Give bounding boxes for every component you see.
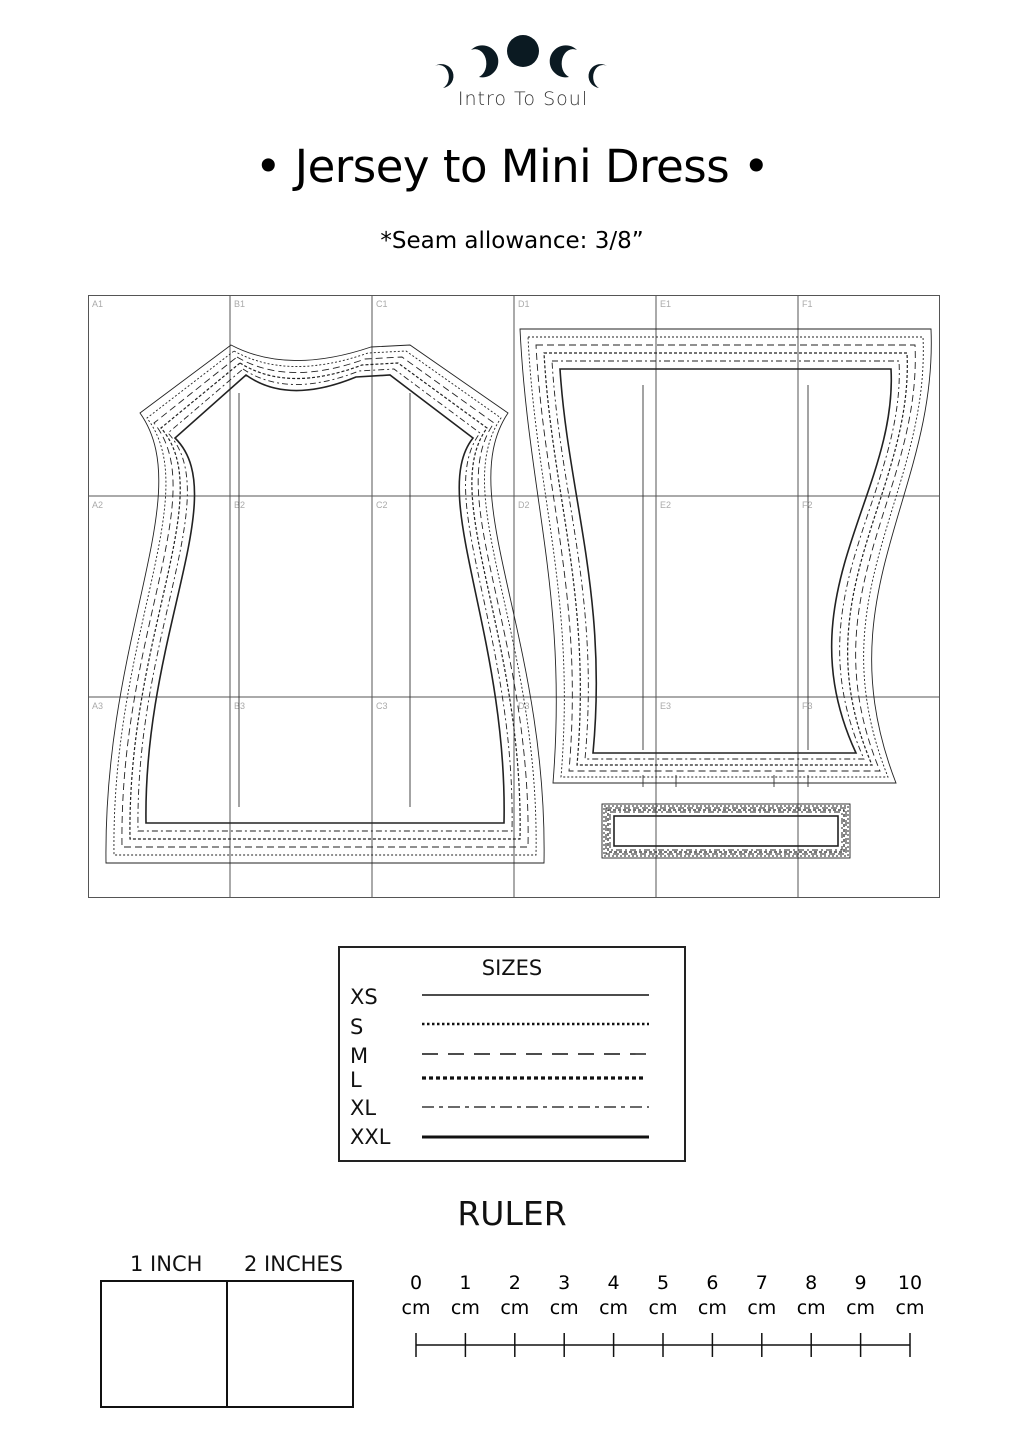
brand-name: Intro To Soul xyxy=(457,88,589,110)
grid-label-e3: E3 xyxy=(660,701,672,711)
cm-unit-label: cm xyxy=(401,1297,431,1319)
pattern-grid xyxy=(88,295,940,898)
cm-unit-label: cm xyxy=(846,1297,876,1319)
seam-allowance-note: *Seam allowance: 3/8” xyxy=(380,228,644,254)
size-label-xxl: XXL xyxy=(350,1125,391,1149)
grid-label-f1: F1 xyxy=(802,299,813,309)
cm-unit-label: cm xyxy=(796,1297,826,1319)
cm-unit-label: cm xyxy=(599,1297,629,1319)
grid-label-a1: A1 xyxy=(92,299,104,309)
cm-unit-label: cm xyxy=(648,1297,678,1319)
cm-tick-label-9: 9 xyxy=(854,1272,867,1294)
cm-ruler xyxy=(380,1265,940,1365)
cm-unit-label: cm xyxy=(697,1297,727,1319)
grid-label-b2: B2 xyxy=(234,500,246,510)
grid-label-c1: C1 xyxy=(376,299,388,309)
front-pattern-piece xyxy=(106,326,544,863)
inch-label-2: 2 INCHES xyxy=(244,1252,343,1276)
cm-unit-label: cm xyxy=(895,1297,925,1319)
grid-label-a2: A2 xyxy=(92,500,104,510)
grid-label-d1: D1 xyxy=(518,299,530,309)
grid-label-c2: C2 xyxy=(376,500,388,510)
cm-tick-label-6: 6 xyxy=(706,1272,719,1294)
ruler-title: RULER xyxy=(457,1194,567,1233)
grid-label-e2: E2 xyxy=(660,500,672,510)
grid-label-b3: B3 xyxy=(234,701,246,711)
grid-label-c3: C3 xyxy=(376,701,388,711)
size-label-m: M xyxy=(350,1044,369,1068)
cm-unit-label: cm xyxy=(549,1297,579,1319)
waistband-pattern-piece xyxy=(602,804,850,858)
inch-reference-squares xyxy=(100,1280,354,1408)
grid-label-f2: F2 xyxy=(802,500,813,510)
grid-label-d3: D3 xyxy=(518,701,530,711)
inch-label-1: 1 INCH xyxy=(130,1252,203,1276)
grid-label-b1: B1 xyxy=(234,299,246,309)
size-label-xs: XS xyxy=(350,985,378,1009)
size-line-styles xyxy=(338,946,686,1162)
cm-unit-label: cm xyxy=(747,1297,777,1319)
cm-tick-label-0: 0 xyxy=(409,1272,423,1294)
size-label-l: L xyxy=(350,1068,362,1092)
cm-tick-label-7: 7 xyxy=(755,1272,768,1294)
sizes-title: SIZES xyxy=(481,956,543,980)
page-title: • Jersey to Mini Dress • xyxy=(254,140,770,193)
cm-unit-label: cm xyxy=(450,1297,480,1319)
cm-tick-label-5: 5 xyxy=(656,1272,670,1294)
cm-tick-label-10: 10 xyxy=(897,1272,923,1294)
grid-label-f3: F3 xyxy=(802,701,813,711)
cm-tick-label-3: 3 xyxy=(558,1272,571,1294)
grid-label-e1: E1 xyxy=(660,299,672,309)
size-label-s: S xyxy=(350,1015,364,1039)
grid-label-a3: A3 xyxy=(92,701,104,711)
grid-label-d2: D2 xyxy=(518,500,530,510)
back-pattern-piece xyxy=(520,329,931,787)
cm-tick-label-1: 1 xyxy=(459,1272,472,1294)
size-label-xl: XL xyxy=(350,1096,377,1120)
cm-tick-label-8: 8 xyxy=(805,1272,818,1294)
cm-unit-label: cm xyxy=(500,1297,530,1319)
cm-tick-label-2: 2 xyxy=(508,1272,521,1294)
cm-tick-label-4: 4 xyxy=(607,1272,620,1294)
